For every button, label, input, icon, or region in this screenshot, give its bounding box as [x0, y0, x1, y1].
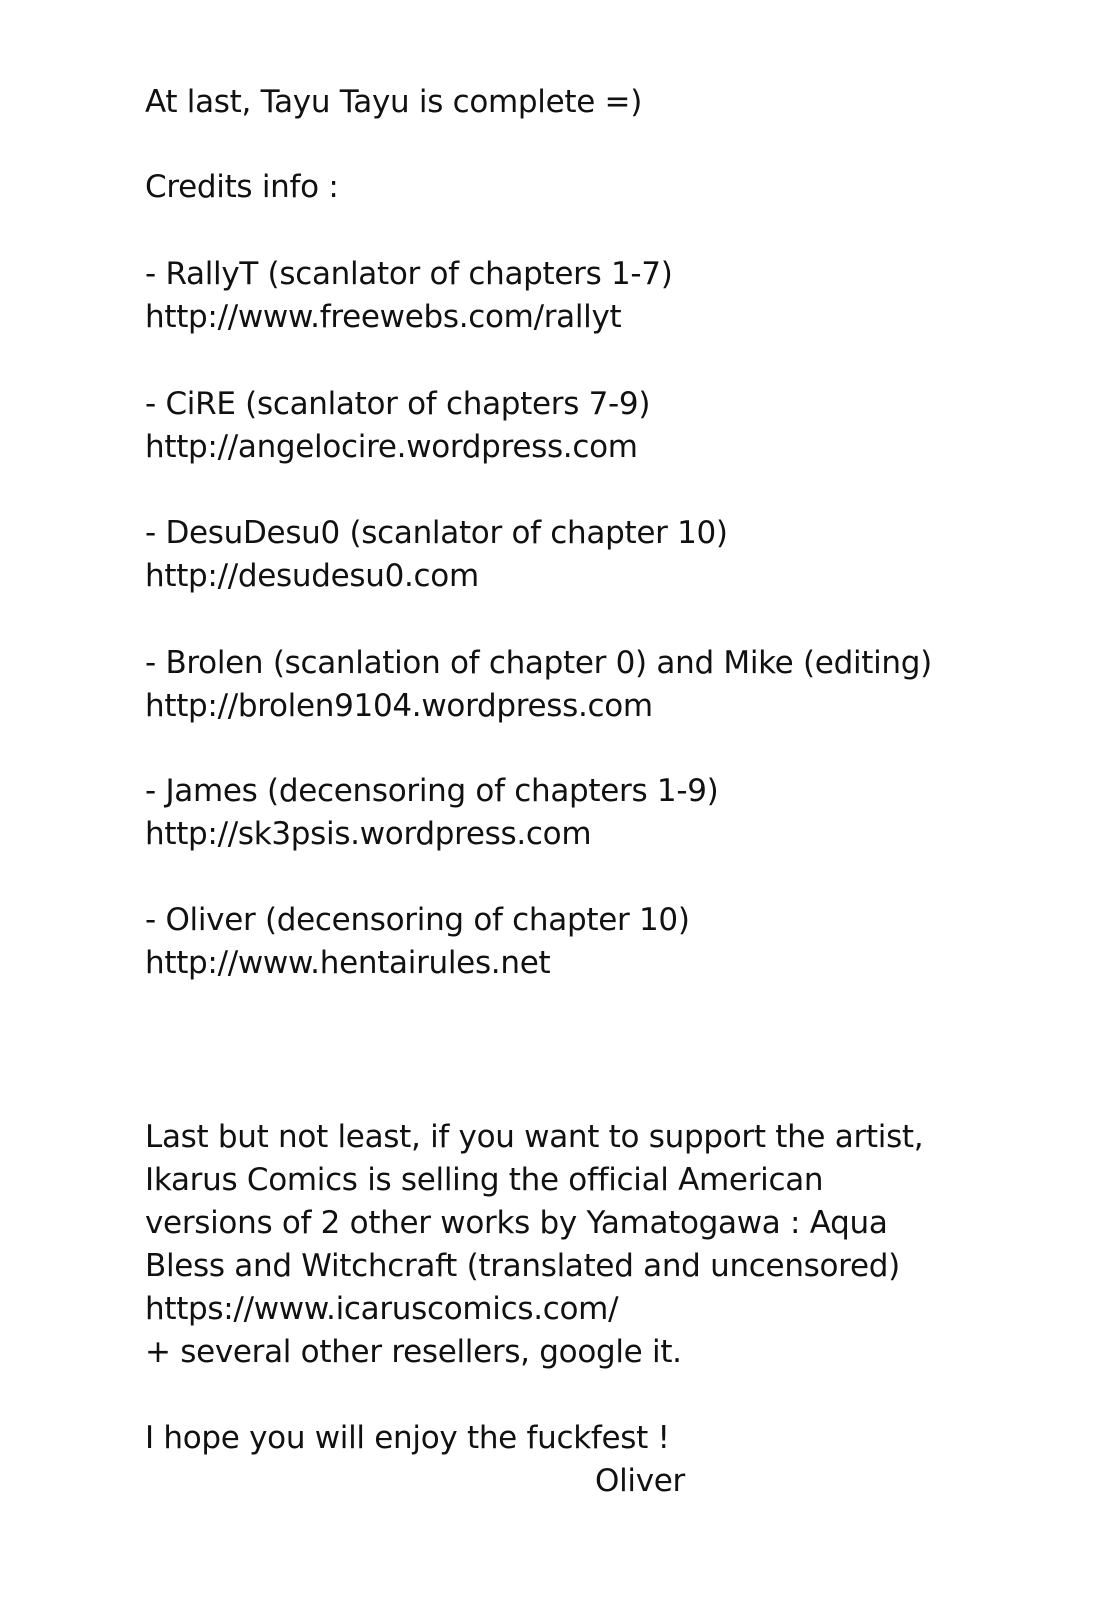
support-line: versions of 2 other works by Yamatogawa : Aqua	[145, 1205, 888, 1241]
signature: Oliver	[595, 1463, 685, 1499]
credit-link-cire: http://angelocire.wordpress.com	[145, 429, 638, 465]
credit-name-rallyt: - RallyT (scanlator of chapters 1-7)	[145, 256, 673, 292]
support-line: Bless and Witchcraft (translated and uncensored)	[145, 1248, 900, 1284]
credit-link-brolen: http://brolen9104.wordpress.com	[145, 688, 653, 724]
headline: At last, Tayu Tayu is complete =)	[145, 84, 643, 120]
credit-link-desudesu0: http://desudesu0.com	[145, 558, 479, 594]
support-line: + several other resellers, google it.	[145, 1334, 682, 1370]
closing-message: I hope you will enjoy the fuckfest !	[145, 1420, 670, 1456]
credit-name-oliver: - Oliver (decensoring of chapter 10)	[145, 902, 690, 938]
credit-link-oliver: http://www.hentairules.net	[145, 945, 551, 981]
credit-name-james: - James (decensoring of chapters 1-9)	[145, 773, 719, 809]
credit-name-brolen: - Brolen (scanlation of chapter 0) and Mike (editing)	[145, 645, 932, 681]
support-line: Ikarus Comics is selling the official American	[145, 1162, 824, 1198]
credit-link-rallyt: http://www.freewebs.com/rallyt	[145, 299, 622, 335]
credit-name-cire: - CiRE (scanlator of chapters 7-9)	[145, 386, 651, 422]
credit-name-desudesu0: - DesuDesu0 (scanlator of chapter 10)	[145, 515, 728, 551]
credit-link-james: http://sk3psis.wordpress.com	[145, 816, 592, 852]
support-line: Last but not least, if you want to support the artist,	[145, 1119, 924, 1155]
support-link: https://www.icaruscomics.com/	[145, 1291, 619, 1327]
credits-heading: Credits info :	[145, 169, 339, 205]
